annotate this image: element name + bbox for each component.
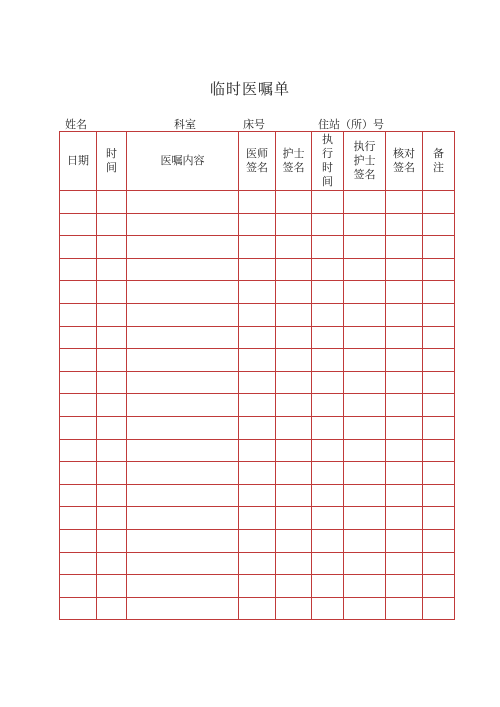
bed-label: 床号 — [243, 118, 265, 131]
table-row — [60, 213, 455, 236]
cell-date[interactable] — [60, 552, 97, 575]
cell-execution-time[interactable] — [312, 349, 344, 372]
cell-nurse-signature[interactable] — [276, 303, 312, 326]
cell-time[interactable] — [97, 258, 127, 281]
cell-remarks[interactable] — [423, 281, 455, 304]
cell-time[interactable] — [97, 303, 127, 326]
cell-nurse-signature[interactable] — [276, 349, 312, 372]
cell-date[interactable] — [60, 484, 97, 507]
cell-remarks[interactable] — [423, 191, 455, 214]
cell-verification-signature[interactable] — [386, 258, 423, 281]
cell-time[interactable] — [97, 349, 127, 372]
cell-doctor-signature[interactable] — [239, 236, 276, 259]
cell-nurse-signature[interactable] — [276, 552, 312, 575]
cell-nurse-signature[interactable] — [276, 371, 312, 394]
cell-date[interactable] — [60, 371, 97, 394]
table-row — [60, 462, 455, 485]
header-verification-signature-label — [393, 147, 415, 175]
cell-doctor-signature[interactable] — [239, 326, 276, 349]
cell-remarks[interactable] — [423, 529, 455, 552]
cell-order-content[interactable] — [127, 371, 239, 394]
cell-date[interactable] — [60, 394, 97, 417]
cell-verification-signature[interactable] — [386, 462, 423, 485]
cell-order-content[interactable] — [127, 349, 239, 372]
header-doctor-signature-line: 医师 — [246, 147, 268, 160]
cell-executing-nurse-signature[interactable] — [344, 507, 386, 530]
cell-date[interactable] — [60, 236, 97, 259]
cell-nurse-signature[interactable] — [276, 281, 312, 304]
cell-date[interactable] — [60, 303, 97, 326]
table-row — [60, 439, 455, 462]
cell-date[interactable] — [60, 326, 97, 349]
cell-remarks[interactable] — [423, 507, 455, 530]
cell-verification-signature[interactable] — [386, 552, 423, 575]
cell-date[interactable] — [60, 507, 97, 530]
name-label: 姓名 — [65, 118, 87, 131]
table-row — [60, 484, 455, 507]
cell-date[interactable] — [60, 191, 97, 214]
bed-field — [243, 116, 299, 132]
cell-order-content[interactable] — [127, 326, 239, 349]
header-date-label — [67, 154, 89, 168]
cell-verification-signature[interactable] — [386, 507, 423, 530]
cell-time[interactable] — [97, 236, 127, 259]
cell-verification-signature[interactable] — [386, 394, 423, 417]
table-row — [60, 552, 455, 575]
header-date — [60, 132, 97, 191]
cell-doctor-signature[interactable] — [239, 575, 276, 598]
cell-date[interactable] — [60, 281, 97, 304]
table-row — [60, 258, 455, 281]
cell-time[interactable] — [97, 394, 127, 417]
cell-time[interactable] — [97, 529, 127, 552]
cell-verification-signature[interactable] — [386, 529, 423, 552]
header-time-line: 时 — [106, 147, 117, 160]
header-verification-signature-line: 核对 — [393, 147, 415, 160]
cell-remarks[interactable] — [423, 394, 455, 417]
cell-executing-nurse-signature[interactable] — [344, 439, 386, 462]
cell-remarks[interactable] — [423, 597, 455, 620]
cell-nurse-signature[interactable] — [276, 507, 312, 530]
cell-remarks[interactable] — [423, 484, 455, 507]
cell-time[interactable] — [97, 213, 127, 236]
cell-order-content[interactable] — [127, 258, 239, 281]
cell-doctor-signature[interactable] — [239, 191, 276, 214]
cell-time[interactable] — [97, 281, 127, 304]
department-field — [174, 116, 232, 132]
cell-remarks[interactable] — [423, 371, 455, 394]
header-order-content — [127, 132, 239, 191]
cell-verification-signature[interactable] — [386, 213, 423, 236]
cell-time[interactable] — [97, 597, 127, 620]
cell-executing-nurse-signature[interactable] — [344, 236, 386, 259]
cell-doctor-signature[interactable] — [239, 303, 276, 326]
cell-execution-time[interactable] — [312, 281, 344, 304]
cell-remarks[interactable] — [423, 303, 455, 326]
cell-executing-nurse-signature[interactable] — [344, 394, 386, 417]
cell-remarks[interactable] — [423, 439, 455, 462]
table-row — [60, 371, 455, 394]
table-row — [60, 349, 455, 372]
header-executing-nurse-signature-line: 执行 — [353, 140, 376, 153]
cell-order-content[interactable] — [127, 416, 239, 439]
header-execution-time-line: 间 — [322, 175, 333, 188]
cell-verification-signature[interactable] — [386, 236, 423, 259]
cell-verification-signature[interactable] — [386, 191, 423, 214]
cell-date[interactable] — [60, 213, 97, 236]
cell-order-content[interactable] — [127, 281, 239, 304]
header-execution-time-label — [322, 133, 333, 189]
header-doctor-signature — [239, 132, 276, 191]
cell-executing-nurse-signature[interactable] — [344, 575, 386, 598]
header-remarks-label — [433, 147, 444, 175]
header-execution-time — [312, 132, 344, 191]
cell-nurse-signature[interactable] — [276, 191, 312, 214]
cell-date[interactable] — [60, 439, 97, 462]
header-nurse-signature-line: 签名 — [282, 161, 305, 174]
cell-order-content[interactable] — [127, 529, 239, 552]
cell-doctor-signature[interactable] — [239, 507, 276, 530]
cell-order-content[interactable] — [127, 439, 239, 462]
cell-executing-nurse-signature[interactable] — [344, 213, 386, 236]
header-execution-time-line: 执 — [322, 133, 333, 146]
cell-doctor-signature[interactable] — [239, 552, 276, 575]
cell-executing-nurse-signature[interactable] — [344, 462, 386, 485]
cell-executing-nurse-signature[interactable] — [344, 281, 386, 304]
table-row — [60, 303, 455, 326]
cell-order-content[interactable] — [127, 236, 239, 259]
cell-doctor-signature[interactable] — [239, 416, 276, 439]
header-execution-time-line: 时 — [322, 161, 333, 174]
cell-doctor-signature[interactable] — [239, 439, 276, 462]
cell-time[interactable] — [97, 326, 127, 349]
cell-order-content[interactable] — [127, 394, 239, 417]
cell-verification-signature[interactable] — [386, 303, 423, 326]
cell-execution-time[interactable] — [312, 416, 344, 439]
table-row — [60, 394, 455, 417]
table-row — [60, 507, 455, 530]
table-row — [60, 191, 455, 214]
cell-nurse-signature[interactable] — [276, 213, 312, 236]
cell-order-content[interactable] — [127, 213, 239, 236]
header-time-line: 间 — [106, 161, 117, 174]
cell-execution-time[interactable] — [312, 371, 344, 394]
medical-order-table — [59, 131, 455, 620]
cell-date[interactable] — [60, 258, 97, 281]
cell-remarks[interactable] — [423, 552, 455, 575]
cell-order-content[interactable] — [127, 191, 239, 214]
header-nurse-signature — [276, 132, 312, 191]
header-nurse-signature-label — [283, 147, 305, 175]
cell-remarks[interactable] — [423, 575, 455, 598]
cell-doctor-signature[interactable] — [239, 529, 276, 552]
cell-remarks[interactable] — [423, 416, 455, 439]
header-doctor-signature-line: 签名 — [246, 161, 268, 174]
table-row — [60, 575, 455, 598]
cell-execution-time[interactable] — [312, 258, 344, 281]
cell-remarks[interactable] — [423, 213, 455, 236]
header-executing-nurse-signature-line: 护士 — [353, 154, 376, 167]
name-field — [65, 116, 155, 132]
cell-doctor-signature[interactable] — [239, 484, 276, 507]
cell-execution-time[interactable] — [312, 394, 344, 417]
header-doctor-signature-label — [246, 147, 268, 175]
cell-execution-time[interactable] — [312, 484, 344, 507]
cell-order-content[interactable] — [127, 597, 239, 620]
header-time — [97, 132, 127, 191]
header-order-content-label — [161, 154, 205, 168]
inpatient-number-field — [318, 116, 437, 132]
table-row — [60, 236, 455, 259]
table-row — [60, 597, 455, 620]
table-row — [60, 281, 455, 304]
header-remarks-line: 备 — [433, 147, 444, 160]
cell-date[interactable] — [60, 529, 97, 552]
cell-order-content[interactable] — [127, 462, 239, 485]
cell-execution-time[interactable] — [312, 191, 344, 214]
cell-executing-nurse-signature[interactable] — [344, 371, 386, 394]
patient-info-line — [65, 116, 445, 132]
cell-doctor-signature[interactable] — [239, 462, 276, 485]
cell-execution-time[interactable] — [312, 439, 344, 462]
cell-order-content[interactable] — [127, 507, 239, 530]
cell-nurse-signature[interactable] — [276, 529, 312, 552]
header-order-content-line: 医嘱内容 — [160, 154, 205, 167]
cell-time[interactable] — [97, 484, 127, 507]
cell-date[interactable] — [60, 575, 97, 598]
cell-executing-nurse-signature[interactable] — [344, 484, 386, 507]
cell-nurse-signature[interactable] — [276, 575, 312, 598]
cell-order-content[interactable] — [127, 552, 239, 575]
cell-execution-time[interactable] — [312, 303, 344, 326]
cell-executing-nurse-signature[interactable] — [344, 529, 386, 552]
header-verification-signature — [386, 132, 423, 191]
form-title: 临时医嘱单 — [209, 80, 290, 98]
cell-nurse-signature[interactable] — [276, 258, 312, 281]
cell-nurse-signature[interactable] — [276, 326, 312, 349]
header-nurse-signature-line: 护士 — [282, 147, 305, 160]
header-date-line: 日期 — [67, 154, 89, 167]
header-remarks — [423, 132, 455, 191]
cell-executing-nurse-signature[interactable] — [344, 191, 386, 214]
cell-executing-nurse-signature[interactable] — [344, 303, 386, 326]
table-row — [60, 326, 455, 349]
cell-nurse-signature[interactable] — [276, 484, 312, 507]
cell-nurse-signature[interactable] — [276, 394, 312, 417]
cell-doctor-signature[interactable] — [239, 213, 276, 236]
cell-executing-nurse-signature[interactable] — [344, 552, 386, 575]
cell-executing-nurse-signature[interactable] — [344, 258, 386, 281]
department-label: 科室 — [174, 118, 196, 131]
cell-order-content[interactable] — [127, 303, 239, 326]
cell-time[interactable] — [97, 575, 127, 598]
cell-verification-signature[interactable] — [386, 416, 423, 439]
cell-order-content[interactable] — [127, 575, 239, 598]
cell-time[interactable] — [97, 439, 127, 462]
cell-nurse-signature[interactable] — [276, 416, 312, 439]
cell-verification-signature[interactable] — [386, 484, 423, 507]
cell-execution-time[interactable] — [312, 575, 344, 598]
cell-doctor-signature[interactable] — [239, 394, 276, 417]
header-executing-nurse-signature-line: 签名 — [353, 168, 376, 181]
cell-verification-signature[interactable] — [386, 439, 423, 462]
cell-doctor-signature[interactable] — [239, 597, 276, 620]
cell-remarks[interactable] — [423, 236, 455, 259]
table-header-row — [60, 132, 455, 191]
cell-execution-time[interactable] — [312, 213, 344, 236]
cell-remarks[interactable] — [423, 462, 455, 485]
cell-executing-nurse-signature[interactable] — [344, 597, 386, 620]
cell-execution-time[interactable] — [312, 326, 344, 349]
cell-verification-signature[interactable] — [386, 326, 423, 349]
header-verification-signature-line: 签名 — [393, 161, 415, 174]
cell-date[interactable] — [60, 597, 97, 620]
cell-execution-time[interactable] — [312, 597, 344, 620]
cell-verification-signature[interactable] — [386, 371, 423, 394]
header-execution-time-line: 行 — [322, 147, 333, 160]
header-time-label — [106, 147, 117, 175]
cell-executing-nurse-signature[interactable] — [344, 416, 386, 439]
inpatient-number-label: 住站（所）号 — [318, 118, 384, 131]
cell-time[interactable] — [97, 507, 127, 530]
cell-time[interactable] — [97, 416, 127, 439]
cell-remarks[interactable] — [423, 258, 455, 281]
table-body — [60, 191, 455, 620]
table-row — [60, 416, 455, 439]
header-executing-nurse-signature-label — [354, 140, 376, 182]
cell-verification-signature[interactable] — [386, 281, 423, 304]
cell-execution-time[interactable] — [312, 462, 344, 485]
cell-date[interactable] — [60, 462, 97, 485]
cell-doctor-signature[interactable] — [239, 349, 276, 372]
cell-order-content[interactable] — [127, 484, 239, 507]
cell-remarks[interactable] — [423, 349, 455, 372]
cell-doctor-signature[interactable] — [239, 281, 276, 304]
cell-executing-nurse-signature[interactable] — [344, 326, 386, 349]
cell-executing-nurse-signature[interactable] — [344, 349, 386, 372]
cell-verification-signature[interactable] — [386, 575, 423, 598]
cell-execution-time[interactable] — [312, 529, 344, 552]
header-remarks-line: 注 — [433, 161, 444, 174]
cell-execution-time[interactable] — [312, 236, 344, 259]
cell-time[interactable] — [97, 552, 127, 575]
table-row — [60, 529, 455, 552]
cell-time[interactable] — [97, 191, 127, 214]
cell-nurse-signature[interactable] — [276, 236, 312, 259]
cell-date[interactable] — [60, 416, 97, 439]
cell-execution-time[interactable] — [312, 507, 344, 530]
cell-verification-signature[interactable] — [386, 597, 423, 620]
cell-doctor-signature[interactable] — [239, 371, 276, 394]
cell-nurse-signature[interactable] — [276, 462, 312, 485]
cell-date[interactable] — [60, 349, 97, 372]
cell-nurse-signature[interactable] — [276, 439, 312, 462]
cell-execution-time[interactable] — [312, 552, 344, 575]
cell-time[interactable] — [97, 371, 127, 394]
header-executing-nurse-signature — [344, 132, 386, 191]
cell-verification-signature[interactable] — [386, 349, 423, 372]
cell-time[interactable] — [97, 462, 127, 485]
cell-doctor-signature[interactable] — [239, 258, 276, 281]
cell-remarks[interactable] — [423, 326, 455, 349]
cell-nurse-signature[interactable] — [276, 597, 312, 620]
